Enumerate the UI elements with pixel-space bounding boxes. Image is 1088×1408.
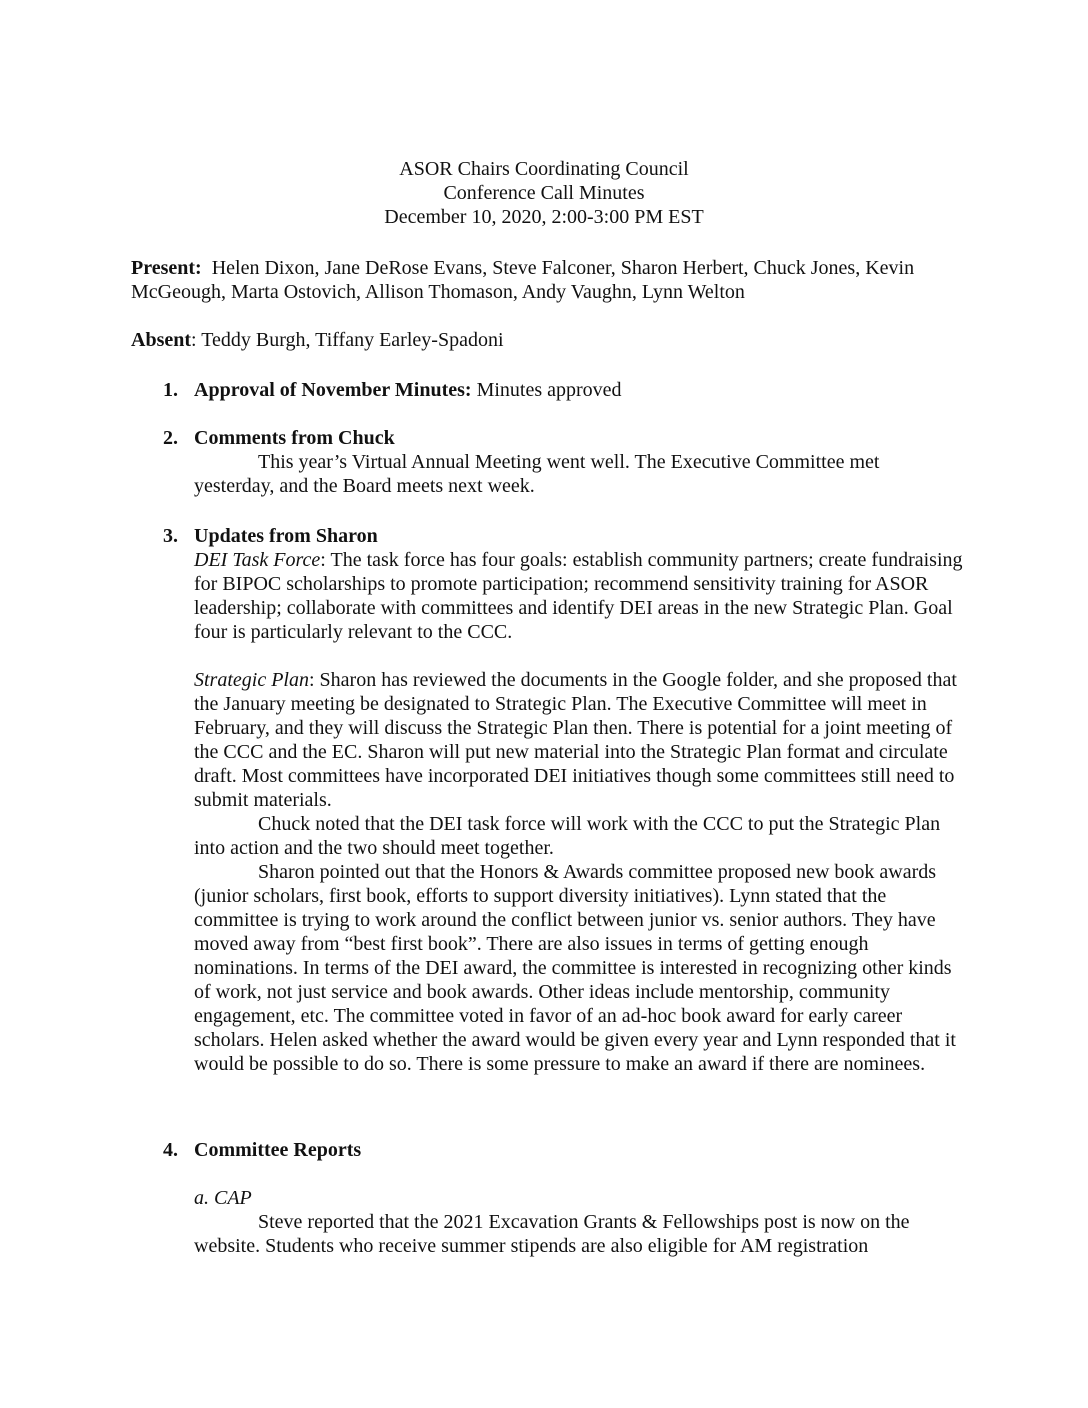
- present-label: Present:: [131, 257, 202, 279]
- absent-paragraph: [131, 328, 961, 352]
- item-number: 3.: [163, 525, 178, 547]
- awards-paragraph: Sharon pointed out that the Honors & Awards committee proposed new book awards (junior scholars, first book, efforts to support diversity initiatives). Lynn stated that the committee is trying to work around the conflict between junior vs. senior authors. They have moved away from “best first book”. There are also issues in terms of getting enough nominations. In terms of the DEI award, the committee is interested in recognizing other kinds of work, not just service and book awards. Other ideas include mentorship, community engagement, etc. The committee voted in favor of an ad-hoc book award for early career scholars. Helen asked whether the award would be given every year and Lynn responded that it would be possible to do so. There is some pressure to make an award if there are nominees.: [194, 861, 956, 1075]
- strategic-plan-paragraph: [194, 668, 964, 812]
- item-body: [194, 524, 964, 1076]
- item-heading: Updates from Sharon: [194, 525, 378, 547]
- subsection-text: Steve reported that the 2021 Excavation Grants & Fellowships post is now on the website. Students who receive summer stipends are also eligible for AM registration: [194, 1211, 910, 1257]
- absent-names: : Teddy Burgh, Tiffany Earley-Spadoni: [191, 329, 504, 351]
- strategic-plan-label: Strategic Plan: [194, 669, 309, 691]
- present-paragraph: [131, 256, 961, 304]
- title-line-3: December 10, 2020, 2:00-3:00 PM EST: [384, 206, 704, 228]
- subsection-heading: a. CAP: [194, 1187, 252, 1209]
- strategic-plan-text: : Sharon has reviewed the documents in the Google folder, and she proposed that the January meeting be designated to Strategic Plan. The Executive Committee will meet in February, and they will discuss the Strategic Plan then. There is potential for a joint meeting of the CCC and the EC. Sharon will put new material into the Strategic Plan format and circulate draft. Most committees have incorporated DEI initiatives though some committees still need to submit materials.: [194, 669, 957, 811]
- item-text: Minutes approved: [471, 379, 622, 401]
- document-title: [0, 157, 1088, 229]
- dei-label: DEI Task Force: [194, 549, 321, 571]
- item-heading: Committee Reports: [194, 1139, 362, 1161]
- absent-label: Absent: [131, 329, 192, 351]
- item-number: 1.: [163, 379, 178, 401]
- item-heading: Comments from Chuck: [194, 427, 395, 449]
- present-names: Helen Dixon, Jane DeRose Evans, Steve Falconer, Sharon Herbert, Chuck Jones, Kevin McGeough, Marta Ostovich, Allison Thomason, Andy Vaughn, Lynn Welton: [131, 257, 915, 303]
- chuck-note-paragraph: Chuck noted that the DEI task force will work with the CCC to put the Strategic Plan into action and the two should meet together.: [194, 813, 941, 859]
- item-body: [194, 1138, 964, 1258]
- dei-paragraph: [194, 548, 964, 644]
- item-heading: Approval of November Minutes:: [194, 379, 472, 401]
- title-line-1: ASOR Chairs Coordinating Council: [399, 158, 689, 180]
- dei-text: : The task force has four goals: establish community partners; create fundraising for BIPOC scholarships to promote participation; recommend sensitivity training for ASOR leadership; collaborate with committees and identify DEI areas in the new Strategic Plan. Goal four is particularly relevant to the CCC.: [194, 549, 963, 643]
- title-line-2: Conference Call Minutes: [443, 182, 645, 204]
- item-body: [194, 426, 964, 498]
- item-number: 4.: [163, 1139, 178, 1161]
- item-body: [194, 378, 964, 402]
- item-text: This year’s Virtual Annual Meeting went well. The Executive Committee met yesterday, and the Board meets next week.: [194, 451, 880, 497]
- item-number: 2.: [163, 427, 178, 449]
